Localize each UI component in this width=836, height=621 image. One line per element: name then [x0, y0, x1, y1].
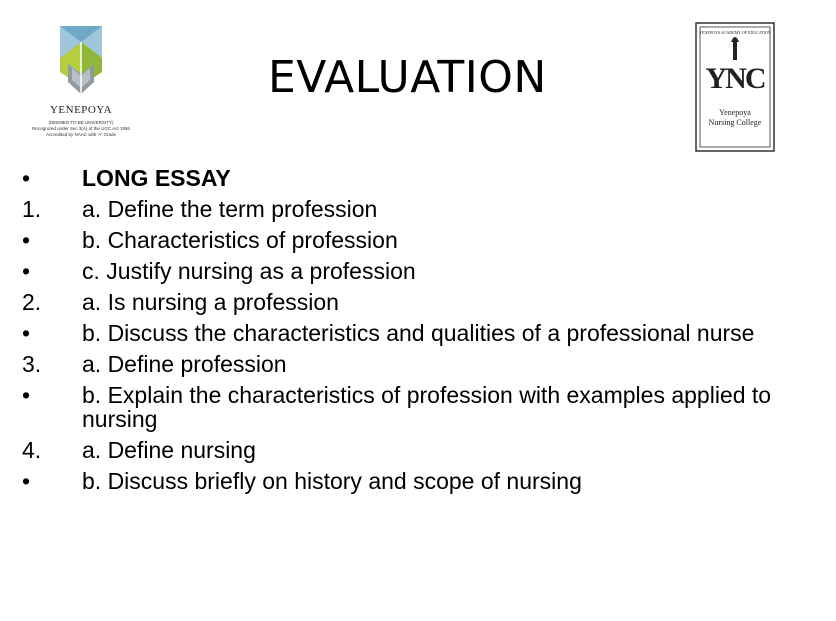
list-marker: • — [22, 320, 31, 346]
list-item-text: a. Define profession — [82, 351, 287, 377]
list-item-text: a. Define the term profession — [82, 196, 378, 222]
page-title: EVALUATION — [268, 52, 547, 103]
list-item — [22, 438, 802, 462]
list-marker: 3. — [22, 351, 42, 377]
list-marker: 2. — [22, 289, 42, 315]
list-item — [22, 228, 802, 252]
logo-college-name-line1: Yenepoya — [719, 108, 751, 117]
list-item-text: b. Explain the characteristics of profession with examples applied to nursing — [82, 382, 772, 432]
list-item — [22, 197, 802, 221]
list-item-text: LONG ESSAY — [82, 165, 231, 191]
list-item — [22, 321, 802, 345]
list-item-text: a. Define nursing — [82, 437, 256, 463]
question-list — [22, 166, 802, 493]
list-marker: 4. — [22, 437, 42, 463]
list-item — [22, 469, 802, 493]
list-item — [22, 352, 802, 376]
yenepoya-university-logo — [22, 22, 140, 154]
list-marker: 1. — [22, 196, 42, 222]
logo-accreditation-text: Accredited by NAAC with 'A' Grade — [46, 132, 116, 137]
list-item — [22, 383, 802, 431]
list-marker: • — [22, 382, 31, 408]
list-marker: • — [22, 227, 31, 253]
list-item-text: a. Is nursing a profession — [82, 289, 339, 315]
logo-academy-text: YENEPOYA ACADEMY OF EDUCATION — [699, 30, 771, 35]
logo-deemed-text: (DEEMED TO BE UNIVERSITY) — [48, 120, 114, 125]
list-item — [22, 166, 802, 190]
list-item-text: b. Discuss the characteristics and qualities of a professional nurse — [82, 320, 755, 346]
list-item — [22, 259, 802, 283]
list-item-text: b. Characteristics of profession — [82, 227, 398, 253]
yenepoya-nursing-college-logo — [695, 22, 775, 152]
logo-monogram: YNC — [705, 62, 765, 95]
list-item-text: c. Justify nursing as a profession — [82, 258, 416, 284]
list-item — [22, 290, 802, 314]
list-marker: • — [22, 258, 31, 284]
logo-university-name: YENEPOYA — [49, 104, 113, 116]
shield-emblem-icon — [22, 22, 140, 104]
list-item-text: b. Discuss briefly on history and scope of nursing — [82, 468, 582, 494]
list-marker: • — [22, 468, 31, 494]
list-marker: • — [22, 165, 31, 191]
logo-recognition-text: Recognized under Sec 3(A) of the UGC Act 1956 — [32, 126, 130, 131]
logo-college-name-line2: Nursing College — [708, 118, 762, 127]
